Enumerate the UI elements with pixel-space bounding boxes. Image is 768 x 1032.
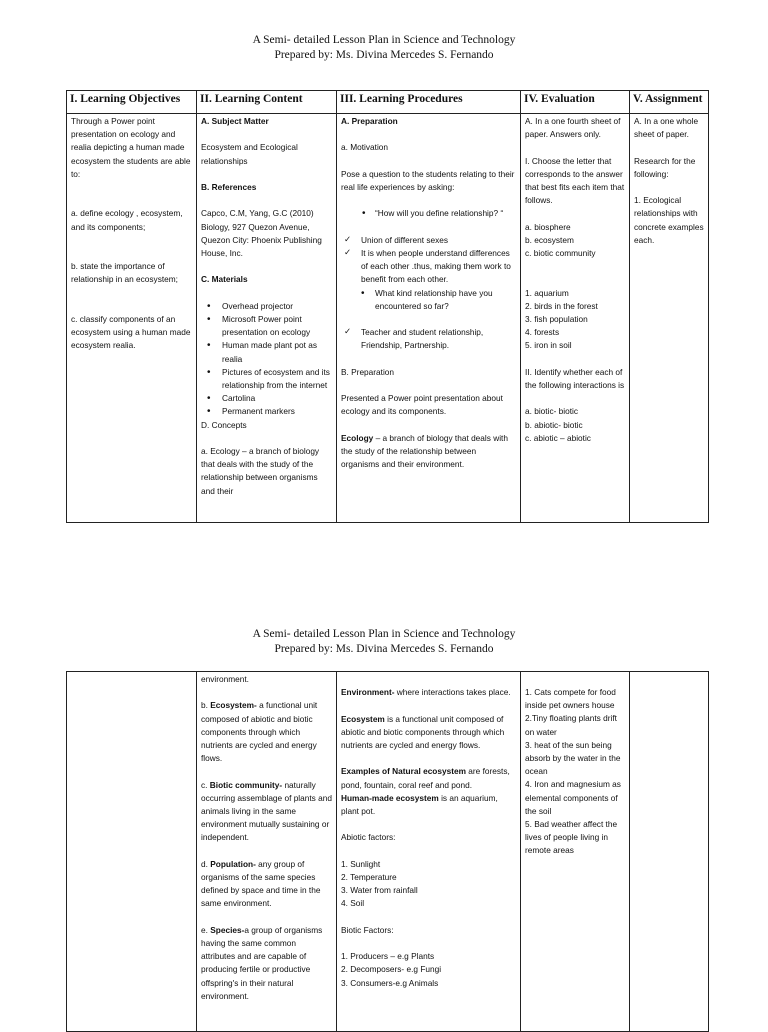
ecology-definition: – a branch of biology that deals with the study of the relationship between organisms and their environment. (341, 432, 508, 470)
choice-item: a. biotic- biotic (525, 406, 579, 417)
objective-item: c. classify components of an ecosystem using a human made ecosystem realia. (71, 313, 191, 351)
answers-list-1 (341, 234, 516, 287)
definition-text: is an aquarium, plant pot. (341, 792, 498, 816)
choice-item: c. abiotic – abiotic (525, 432, 591, 443)
procedures-cell (337, 114, 521, 523)
population-definition (201, 858, 332, 911)
question-2: • What kind relationship have you encountered so far? (341, 287, 516, 313)
biotic-heading: Biotic Factors: (341, 924, 394, 935)
carry-over-text: environment. (201, 674, 249, 684)
test-item: 4. Iron and magnesium as elemental components of the soil (525, 779, 621, 816)
preparation-heading: A. Preparation (341, 116, 398, 126)
species-definition (201, 924, 332, 1003)
materials-list (201, 300, 332, 419)
materials-heading: C. Materials (201, 274, 248, 285)
column-header-evaluation: IV. Evaluation (521, 91, 630, 114)
assignment-cell (630, 114, 709, 523)
definition-term: Ecosystem- (210, 700, 257, 711)
test-item: 2.Tiny floating plants drift on water (525, 713, 617, 737)
definition-label: e. (201, 924, 211, 935)
ecology-definition: a. Ecology – a branch of biology that deals with the study of the relationship between organisms and their (201, 445, 320, 496)
definition-text: a group of organisms having the same common attributes and are capable of producing fertile or productive offspring's in their natural environment. (201, 924, 323, 1001)
subject-matter-heading: A. Subject Matter (201, 116, 269, 126)
test-item: 1. Cats compete for food inside pet owners house (525, 687, 616, 711)
definition-term: Human-made ecosystem (341, 792, 439, 803)
column-header-content: II. Learning Content (197, 91, 337, 114)
definition-term: Species- (210, 924, 245, 935)
assignment-research: Research for the following: (634, 155, 696, 179)
procedures-cell (337, 672, 521, 1032)
choice-item: a. biosphere (525, 221, 571, 232)
question-1: • “How will you define relationship? “ (341, 207, 516, 220)
check-item: ✓ Teacher and student relationship, Friendship, Partnership. (341, 326, 516, 352)
list-item: 2. Temperature (341, 871, 397, 882)
page-2-header (0, 627, 768, 657)
objectives-cell (67, 114, 197, 523)
list-item: 1. Producers – e.g Plants (341, 951, 435, 962)
list-item: • Pictures of ecosystem and its relationship from the internet (201, 366, 332, 392)
definition-label: c. (201, 779, 210, 790)
references-text: Capco, C.M, Yang, G.C (2010) Biology, 927 Quezon Avenue, Quezon City: Phoenix Publishing House, Inc. (201, 208, 322, 258)
abiotic-heading: Abiotic factors: (341, 832, 396, 843)
content-cell (197, 114, 337, 523)
objective-item: a. define ecology , ecosystem, and its components; (71, 208, 183, 232)
definition-text: a functional unit composed of abiotic and biotic components through which nutrients are cycled and energy flows. (201, 700, 318, 764)
concepts-heading: D. Concepts (201, 419, 247, 430)
evaluation-cell (521, 672, 630, 1032)
assignment-item: 1. Ecological relationships with concrete examples each. (634, 195, 704, 245)
list-item: 1. Sunlight (341, 858, 381, 869)
evaluation-part-2: II. Identify whether each of the following interactions is (525, 366, 625, 390)
column-header-objectives: I. Learning Objectives (67, 91, 197, 114)
choice-item: b. abiotic- biotic (525, 419, 583, 430)
evaluation-cell (521, 114, 630, 523)
references-heading: B. References (201, 181, 257, 192)
test-item: 2. birds in the forest (525, 300, 598, 311)
definition-term: Biotic community- (209, 779, 283, 790)
objectives-intro: Through a Power point presentation on ecology and realia depicting a human made ecosystem the students are able to: (71, 116, 191, 179)
definition-text: any group of organisms of the same species defined by space and time in the same environment. (201, 858, 321, 909)
natural-ecosystem-examples (341, 765, 516, 791)
list-item: 4. Soil (341, 898, 365, 909)
author-line: Prepared by: Ms. Divina Mercedes S. Fernando (274, 49, 494, 61)
definition-term: Population- (210, 858, 256, 869)
table-row (67, 672, 709, 1032)
ecology-term: Ecology (341, 432, 374, 443)
definition-text: is a functional unit composed of abiotic and biotic components through which nutrients are cycled and energy flows. (341, 713, 505, 750)
document-title: A Semi- detailed Lesson Plan in Science and Technology (252, 34, 516, 46)
test-item: 5. iron in soil (525, 340, 572, 351)
motivation-label: a. Motivation (341, 142, 389, 153)
definition-text: are forests, pond, fountain, coral reef and pond. (341, 766, 510, 790)
test-item: 5. Bad weather affect the lives of people living in remote areas (525, 819, 618, 856)
test-item: 4. forests (525, 327, 560, 338)
list-item: • Overhead projector (201, 300, 332, 313)
assignment-cell (630, 672, 709, 1032)
definition-text: where interactions takes place. (394, 687, 511, 698)
definition-term: Examples of Natural ecosystem (341, 766, 466, 777)
page-1-header (0, 33, 768, 63)
list-item: • Permanent markers (201, 405, 332, 418)
check-item: ✓ Union of different sexes (341, 234, 516, 247)
human-made-ecosystem-examples (341, 792, 516, 818)
list-item: • Cartolina (201, 392, 332, 405)
presented-text: Presented a Power point presentation about ecology and its components. (341, 393, 503, 417)
assignment-intro: A. In a one whole sheet of paper. (634, 116, 699, 140)
choice-item: b. ecosystem (525, 234, 574, 245)
column-header-procedures: III. Learning Procedures (337, 91, 521, 114)
lesson-plan-table-page-1 (66, 90, 709, 523)
ecosystem-definition (341, 713, 516, 753)
evaluation-intro: A. In a one fourth sheet of paper. Answers only. (525, 116, 621, 140)
preparation-b-heading: B. Preparation (341, 366, 395, 377)
document-title: A Semi- detailed Lesson Plan in Science and Technology (252, 628, 516, 640)
definition-term: Environment- (341, 687, 395, 698)
table-header-row (67, 91, 709, 114)
list-item: • Microsoft Power point presentation on ecology (201, 313, 332, 339)
evaluation-part-1: I. Choose the letter that corresponds to the answer that best fits each item that follows. (525, 155, 625, 206)
objective-item: b. state the importance of relationship in an ecosystem; (71, 261, 178, 285)
list-item: 2. Decomposers- e.g Fungi (341, 964, 442, 975)
table-row (67, 114, 709, 523)
list-item: 3. Water from rainfall (341, 885, 418, 896)
choice-item: c. biotic community (525, 248, 596, 258)
ecology-paragraph (341, 432, 516, 472)
objectives-cell (67, 672, 197, 1032)
definition-label: b. (201, 700, 211, 711)
ecosystem-definition (201, 699, 332, 765)
subject-matter-text: Ecosystem and Ecological relationships (201, 142, 298, 166)
test-item: 3. fish population (525, 313, 588, 324)
lesson-plan-table-page-2 (66, 671, 709, 1032)
definition-label: d. (201, 858, 211, 869)
content-cell (197, 672, 337, 1032)
test-item: 1. aquarium (525, 287, 569, 298)
environment-definition (341, 686, 516, 699)
author-line: Prepared by: Ms. Divina Mercedes S. Fernando (274, 643, 494, 655)
list-item: 3. Consumers-e.g Animals (341, 977, 439, 988)
answers-list-2 (341, 326, 516, 352)
list-item: • Human made plant pot as realia (201, 339, 332, 365)
definition-term: Ecosystem (341, 713, 385, 724)
biotic-community-definition (201, 779, 332, 845)
definition-text: naturally occurring assemblage of plants and animals living in the same environment mutually sustaining or independent. (201, 779, 332, 843)
check-item: ✓ It is when people understand differences of each other .thus, making them work to benefit from each other. (341, 247, 516, 287)
pose-question-text: Pose a question to the students relating to their real life experiences by asking: (341, 168, 515, 192)
column-header-assignment: V. Assignment (630, 91, 709, 114)
test-item: 3. heat of the sun being absorb by the water in the ocean (525, 739, 621, 777)
